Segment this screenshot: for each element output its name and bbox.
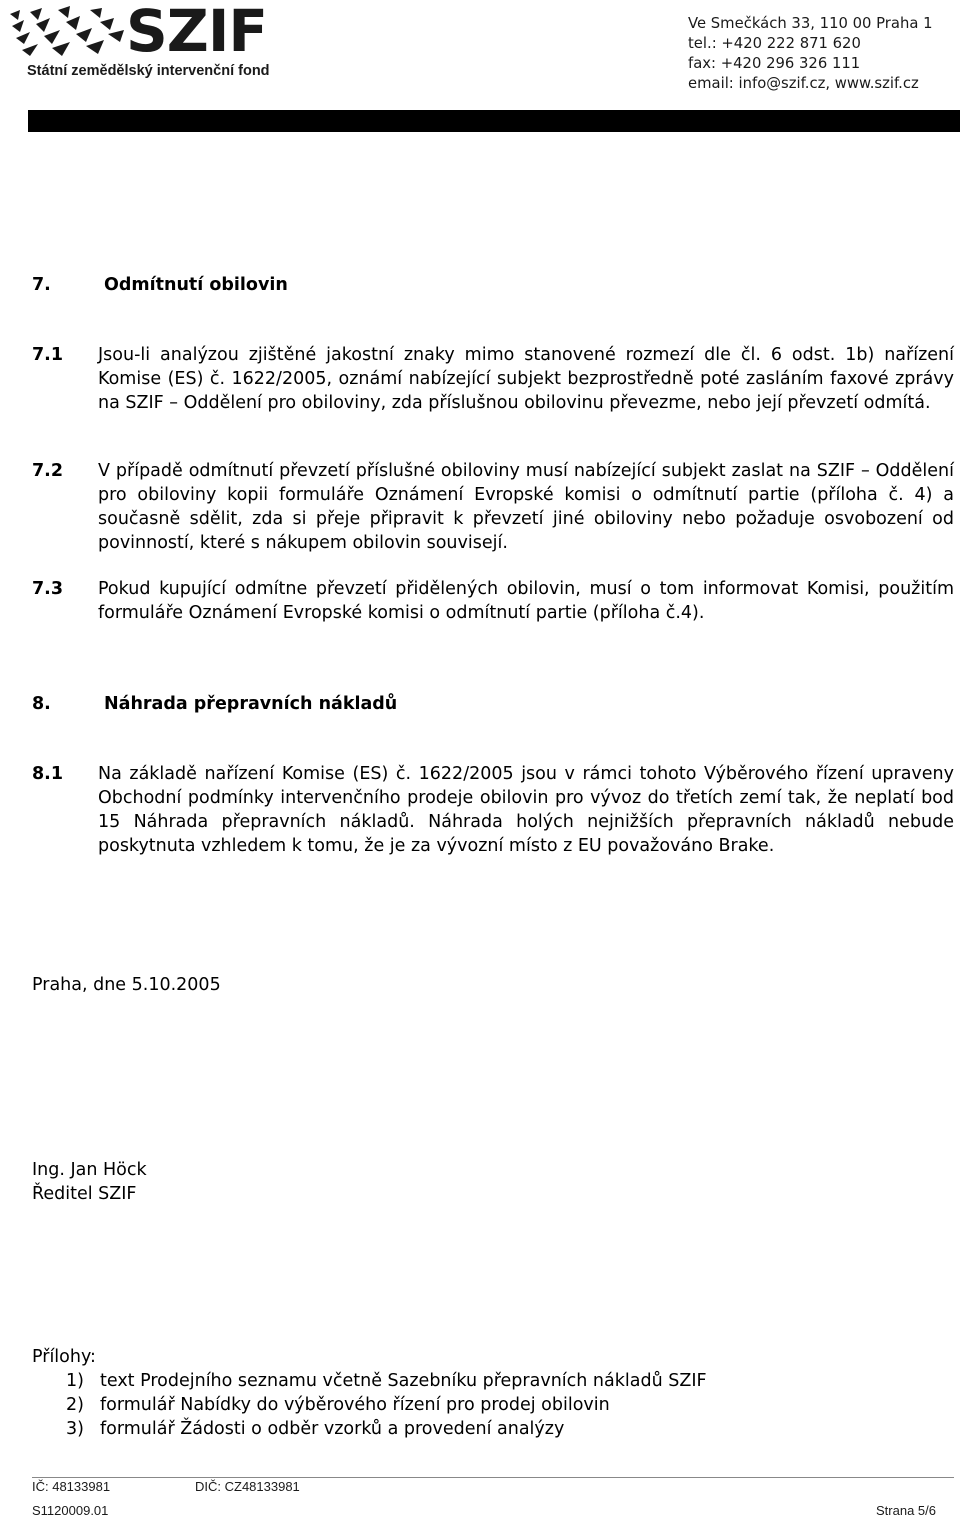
paragraph-7-1 (32, 343, 954, 415)
list-item (32, 1369, 707, 1393)
paragraph-text: Jsou-li analýzou zjištěné jakostní znaky mimo stanovené rozmezí dle čl. 6 odst. 1b) nařízení Komise (ES) č. 1622/2005, oznámí nabízející subjekt bezprostředně poté zasláním faxové zprávy na SZIF – Oddělení pro obiloviny, zda příslušnou obilovinu převezme, nebo její převzetí odmítá. (98, 345, 954, 413)
section-title: Náhrada přepravních nákladů (104, 694, 398, 714)
szif-wheat-emblem-icon (6, 6, 126, 60)
contact-block (688, 14, 933, 94)
list-item-number: 3) (66, 1419, 84, 1439)
paragraph-number: 7.1 (32, 345, 64, 365)
szif-logo (0, 0, 300, 100)
signatory-name: Ing. Jan Höck (32, 1160, 147, 1180)
header-divider-bar (28, 110, 960, 132)
contact-address: Ve Smečkách 33, 110 00 Praha 1 (688, 15, 933, 32)
list-item-text: formulář Žádosti o odběr vzorků a provedení analýzy (100, 1419, 565, 1439)
section-number: 8. (32, 694, 51, 714)
paragraph-number: 7.3 (32, 579, 64, 599)
contact-fax: fax: +420 296 326 111 (688, 55, 861, 72)
paragraph-number: 8.1 (32, 764, 64, 784)
list-item (32, 1393, 707, 1417)
paragraph-text: Na základě nařízení Komise (ES) č. 1622/2005 jsou v rámci tohoto Výběrového řízení upraveny Obchodní podmínky intervenčního prodeje obilovin pro vývoz do třetích zemí tak, že neplatí bod 15 Náhrada přepravních nákladů. Náhrada holých nejnižších přepravních nákladů nebude poskytnuta vzhledem k tomu, že je za vývozní místo z EU považováno Brake. (98, 764, 954, 856)
logo-tagline: Státní zemědělský intervenční fond (27, 63, 270, 79)
list-item-text: formulář Nabídky do výběrového řízení pro prodej obilovin (100, 1395, 610, 1415)
footer-dic: DIČ: CZ48133981 (195, 1479, 300, 1494)
list-item-number: 2) (66, 1395, 84, 1415)
paragraph-text: Pokud kupující odmítne převzetí přidělených obilovin, musí o tom informovat Komisi, použitím formuláře Oznámení Evropské komisi o odmítnutí partie (příloha č.4). (98, 579, 954, 623)
paragraph-7-3 (32, 577, 954, 625)
contact-email-web: email: info@szif.cz, www.szif.cz (688, 75, 919, 92)
contact-phone: tel.: +420 222 871 620 (688, 35, 861, 52)
paragraph-8-1 (32, 762, 954, 858)
footer-doc-code: S1120009.01 (32, 1503, 109, 1518)
signatory-role: Ředitel SZIF (32, 1184, 137, 1204)
attachments-block (32, 1345, 707, 1441)
section-title: Odmítnutí obilovin (104, 275, 288, 295)
paragraph-text: V případě odmítnutí převzetí příslušné obiloviny musí nabízející subjekt zaslat na SZIF – Oddělení pro obiloviny kopii formuláře Oznámení Evropské komisi o odmítnutí partie (příloha č. 4) a současně sdělit, zda si přeje připravit k převzetí jiné obiloviny nebo požaduje osvobození od povinností, které s nákupem obilovin souvisejí. (98, 461, 954, 553)
paragraph-number: 7.2 (32, 461, 64, 481)
footer-divider (32, 1477, 954, 1478)
place-and-date: Praha, dne 5.10.2005 (32, 975, 221, 995)
footer-ic: IČ: 48133981 (32, 1479, 111, 1494)
list-item (32, 1417, 707, 1441)
list-item-number: 1) (66, 1371, 84, 1391)
paragraph-7-2 (32, 459, 954, 555)
list-item-text: text Prodejního seznamu včetně Sazebníku přepravních nákladů SZIF (100, 1371, 707, 1391)
section-number: 7. (32, 275, 51, 295)
attachments-list (32, 1369, 707, 1441)
logo-wordmark: SZIF (126, 0, 268, 65)
footer-page-number: Strana 5/6 (876, 1503, 936, 1518)
attachments-label: Přílohy: (32, 1347, 96, 1367)
